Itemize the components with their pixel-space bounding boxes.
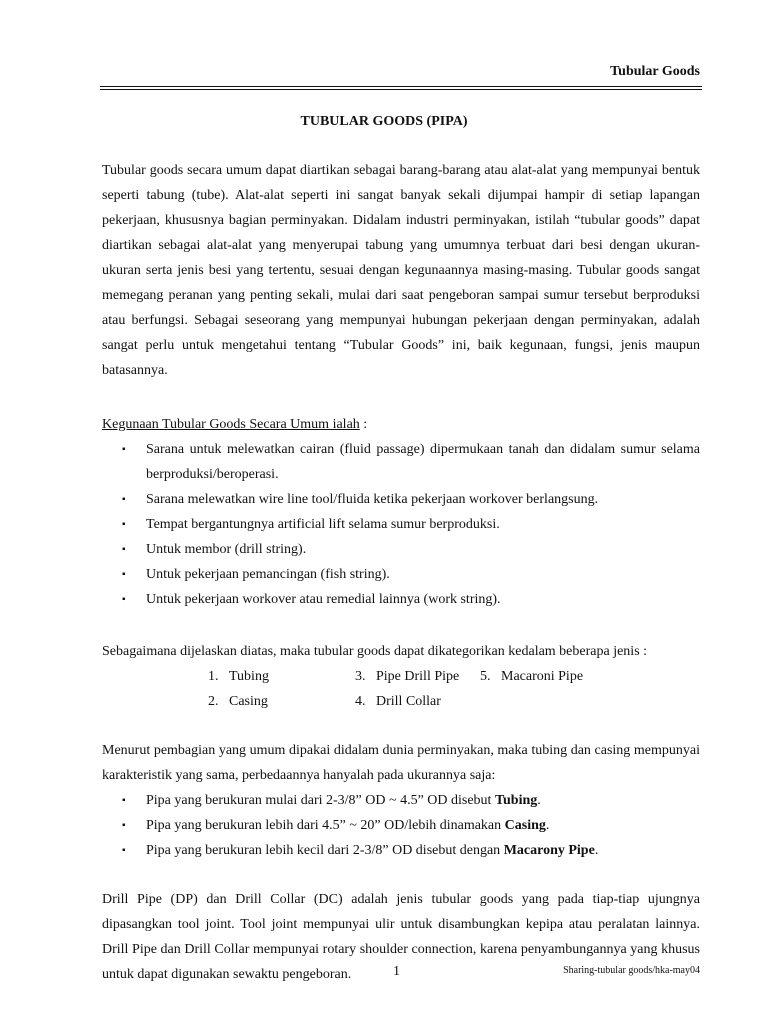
- list-item-text: Untuk pekerjaan workover atau remedial lainnya (work string).: [146, 592, 501, 607]
- list-item-emphasis: Macarony Pipe: [503, 843, 595, 858]
- list-item-text: Sarana untuk melewatkan cairan (fluid passage) dipermukaan tanah dan didalam sumur selama berproduksi/beroperasi.: [146, 442, 700, 482]
- category-label: Tubing: [229, 669, 269, 684]
- category-pipe-drill-pipe: [355, 664, 459, 689]
- uses-heading: [102, 412, 700, 437]
- category-tubing: [208, 664, 269, 689]
- category-number: 4.: [355, 694, 366, 709]
- bullet-icon: ▪: [122, 444, 126, 455]
- list-item-text: Pipa yang berukuran lebih dari 4.5” ~ 20” OD/lebih dinamakan: [146, 818, 505, 833]
- footer-reference: Sharing-tubular goods/hka-may04: [563, 965, 700, 976]
- document-body: [102, 158, 700, 987]
- list-item-text: Pipa yang berukuran mulai dari 2-3/8” OD ~ 4.5” OD disebut: [146, 793, 495, 808]
- list-item: [102, 813, 700, 838]
- document-title: TUBULAR GOODS (PIPA): [300, 114, 468, 129]
- list-item-end: .: [537, 793, 541, 808]
- bullet-icon: ▪: [122, 544, 126, 555]
- category-label: Pipe Drill Pipe: [376, 669, 460, 684]
- uses-heading-text: Kegunaan Tubular Goods Secara Umum ialah: [102, 417, 360, 432]
- bullet-icon: ▪: [122, 594, 126, 605]
- category-number: 5.: [480, 669, 491, 684]
- bullet-icon: ▪: [122, 795, 126, 806]
- list-item-text: Untuk membor (drill string).: [146, 542, 307, 557]
- bullet-icon: ▪: [122, 519, 126, 530]
- category-drill-collar: [355, 689, 441, 714]
- list-item: [102, 587, 700, 612]
- list-item: [102, 512, 700, 537]
- list-item: [102, 437, 700, 487]
- list-item: [102, 537, 700, 562]
- list-item-text: Untuk pekerjaan pemancingan (fish string).: [146, 567, 390, 582]
- bullet-icon: ▪: [122, 569, 126, 580]
- list-item-text: Sarana melewatkan wire line tool/fluida ketika pekerjaan workover berlangsung.: [146, 492, 599, 507]
- list-item: [102, 838, 700, 863]
- categories-grid: [102, 664, 700, 714]
- uses-list: [102, 437, 700, 612]
- drill-paragraph: Drill Pipe (DP) dan Drill Collar (DC) adalah jenis tubular goods yang pada tiap-tiap ujungnya dipasangkan tool joint. Tool joint mempunyai ulir untuk disambungkan kepipa atau peralatan lainnya. Drill Pipe dan Drill Collar mempunyai rotary shoulder connection, karena penyambungannya yang khusus untuk dapat digunakan sewaktu pengeboran.: [102, 892, 700, 982]
- list-item: [102, 562, 700, 587]
- sizes-intro: Menurut pembagian yang umum dipakai didalam dunia perminyakan, maka tubing dan casing mempunyai karakteristik yang sama, perbedaannya hanyalah pada ukurannya saja:: [102, 743, 700, 783]
- list-item-text: Pipa yang berukuran lebih kecil dari 2-3/8” OD disebut dengan: [146, 843, 504, 858]
- category-number: 3.: [355, 669, 366, 684]
- header-rule: [100, 86, 702, 90]
- sizes-list: [102, 788, 700, 863]
- list-item-emphasis: Casing: [504, 818, 546, 833]
- categories-intro: Sebagaimana dijelaskan diatas, maka tubular goods dapat dikategorikan kedalam beberapa jenis :: [102, 644, 648, 659]
- category-label: Drill Collar: [376, 694, 441, 709]
- bullet-icon: ▪: [122, 845, 126, 856]
- list-item-end: .: [594, 843, 599, 858]
- page-number: 1: [393, 964, 400, 979]
- category-label: Macaroni Pipe: [501, 669, 584, 684]
- list-item-text: Tempat bergantungnya artificial lift selama sumur berproduksi.: [146, 517, 500, 532]
- list-item-emphasis: Tubing: [494, 793, 538, 808]
- list-item: [102, 487, 700, 512]
- bullet-icon: ▪: [122, 494, 126, 505]
- category-number: 2.: [208, 694, 219, 709]
- uses-heading-suffix: :: [359, 417, 368, 432]
- category-number: 1.: [208, 669, 219, 684]
- list-item-end: .: [545, 818, 550, 833]
- intro-paragraph: Tubular goods secara umum dapat diartikan sebagai barang-barang atau alat-alat yang mempunyai bentuk seperti tabung (tube). Alat-alat seperti ini sangat banyak sekali dijumpai hampir di setiap lapangan pekerjaan, khususnya bagian perminyakan. Didalam industri perminyakan, istilah “tubular goods” dapat diartikan sebagai alat-alat yang menyerupai tabung yang umumnya terbuat dari besi dengan ukuran-ukuran serta jenis besi yang tertentu, sesuai dengan kegunaannya masing-masing. Tubular goods sangat memegang peranan yang penting sekali, mulai dari saat pengeboran sampai sumur tersebut berproduksi atau berfungsi. Sebagai seseorang yang mempunyai hubungan pekerjaan dengan perminyakan, adalah sangat perlu untuk mengetahui tentang “Tubular Goods” ini, baik kegunaan, fungsi, jenis maupun batasannya.: [102, 163, 700, 378]
- category-casing: [208, 689, 268, 714]
- category-label: Casing: [229, 694, 268, 709]
- header-title: Tubular Goods: [610, 64, 700, 79]
- category-macaroni-pipe: [480, 664, 583, 689]
- list-item: [102, 788, 700, 813]
- bullet-icon: ▪: [122, 820, 126, 831]
